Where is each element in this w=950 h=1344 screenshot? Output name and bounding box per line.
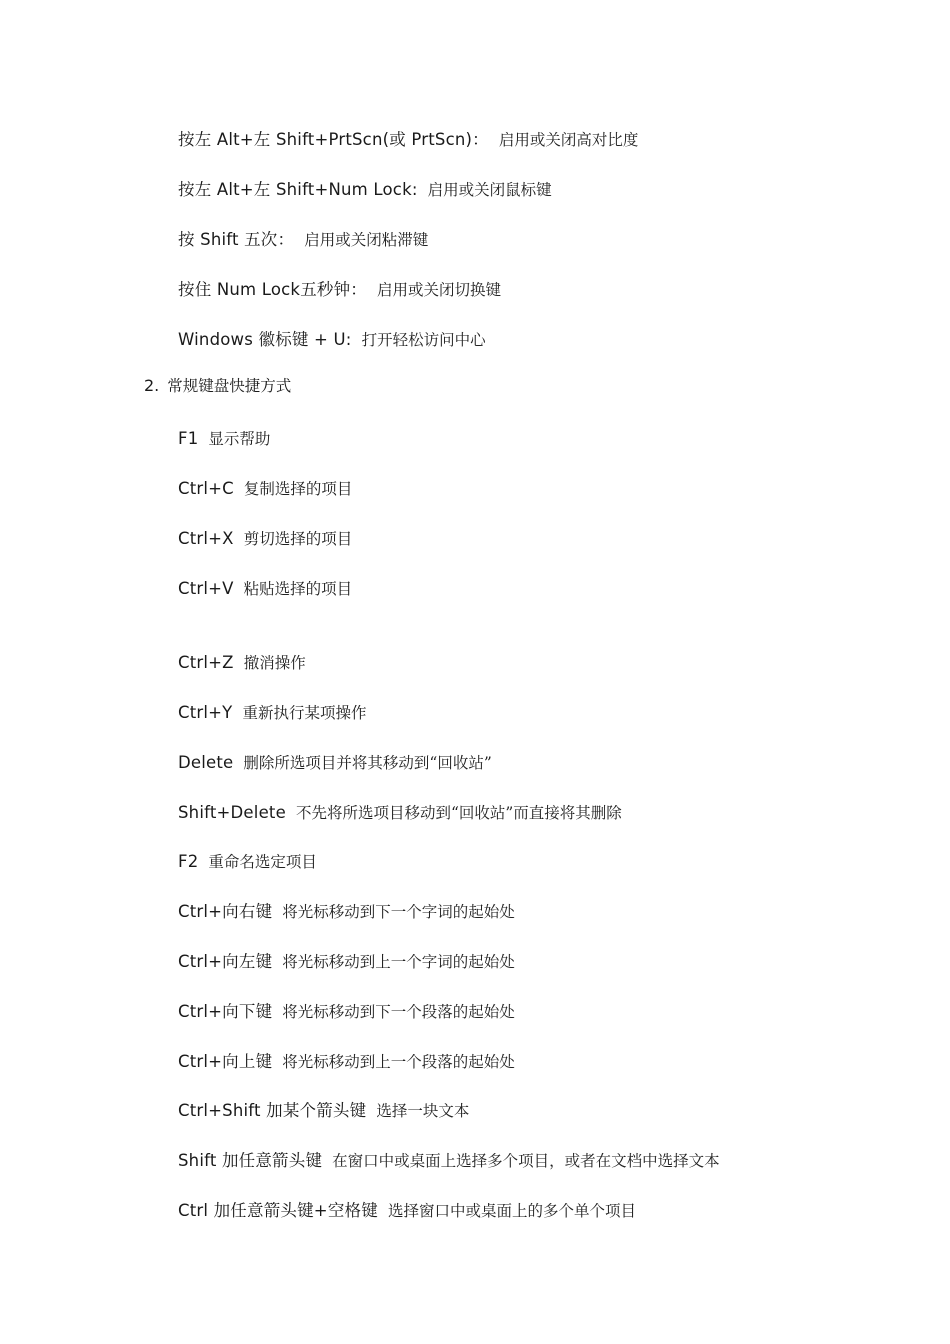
shortcut-desc: 将光标移动到下一个字词的起始处 xyxy=(282,903,515,921)
shortcut-desc: 粘贴选择的项目 xyxy=(243,580,353,598)
shortcut-line xyxy=(178,526,352,552)
section-title: 常规键盘快捷方式 xyxy=(167,377,292,395)
shortcut-line xyxy=(178,327,486,353)
shortcut-key: Ctrl+向下键 xyxy=(178,1002,273,1021)
shortcut-line xyxy=(178,1098,469,1124)
shortcut-desc: 启用或关闭高对比度 xyxy=(498,131,639,149)
shortcut-key: Ctrl+向右键 xyxy=(178,902,273,921)
section-heading xyxy=(144,373,291,399)
section-number: 2. xyxy=(144,376,160,395)
shortcut-key: Ctrl+Z xyxy=(178,653,234,672)
shortcut-desc: 重命名选定项目 xyxy=(208,853,317,871)
shortcut-line xyxy=(178,127,638,153)
shortcut-desc: 选择窗口中或桌面上的多个单个项目 xyxy=(387,1202,636,1220)
shortcut-desc: 将光标移动到上一个段落的起始处 xyxy=(282,1053,515,1071)
shortcut-line xyxy=(178,849,317,875)
shortcut-key: F2 xyxy=(178,852,199,871)
shortcut-desc: 显示帮助 xyxy=(208,430,271,448)
shortcut-key: Shift+Delete xyxy=(178,803,286,822)
shortcut-line xyxy=(178,177,552,203)
shortcut-key: Ctrl+Shift 加某个箭头键 xyxy=(178,1101,367,1120)
shortcut-key: Ctrl+V xyxy=(178,579,234,598)
shortcut-line xyxy=(178,1148,720,1174)
shortcut-line xyxy=(178,476,352,502)
shortcut-desc: 不先将所选项目移动到“回收站”而直接将其删除 xyxy=(295,804,622,822)
shortcut-key: Delete xyxy=(178,753,234,772)
shortcut-key: Ctrl+Y xyxy=(178,703,233,722)
shortcut-line xyxy=(178,227,428,253)
shortcut-key: Ctrl+C xyxy=(178,479,234,498)
shortcut-key: Ctrl+向上键 xyxy=(178,1052,273,1071)
shortcut-line xyxy=(178,426,270,452)
shortcut-line xyxy=(178,650,306,676)
shortcut-line xyxy=(178,277,501,303)
shortcut-desc: 删除所选项目并将其移动到“回收站” xyxy=(243,754,492,772)
shortcut-desc: 复制选择的项目 xyxy=(243,480,353,498)
shortcut-key: Ctrl+X xyxy=(178,529,234,548)
shortcut-line xyxy=(178,1198,636,1224)
shortcut-key: 按左 Alt+左 Shift+PrtScn(或 PrtScn)： xyxy=(178,130,489,149)
shortcut-key: Ctrl+向左键 xyxy=(178,952,273,971)
shortcut-line xyxy=(178,949,515,975)
shortcut-key: 按住 Num Lock五秒钟： xyxy=(178,280,367,299)
shortcut-line xyxy=(178,576,352,602)
shortcut-desc: 将光标移动到下一个段落的起始处 xyxy=(282,1003,515,1021)
shortcut-desc: 打开轻松访问中心 xyxy=(361,331,486,349)
shortcut-line xyxy=(178,750,492,776)
shortcut-line xyxy=(178,1049,515,1075)
shortcut-line xyxy=(178,899,515,925)
shortcut-desc: 重新执行某项操作 xyxy=(242,704,367,722)
shortcut-line xyxy=(178,999,515,1025)
shortcut-desc: 启用或关闭切换键 xyxy=(377,281,502,299)
shortcut-key: Windows 徽标键 + U: xyxy=(178,330,352,349)
shortcut-line xyxy=(178,800,622,826)
shortcut-desc: 剪切选择的项目 xyxy=(243,530,353,548)
shortcut-key: Shift 加任意箭头键 xyxy=(178,1151,323,1170)
shortcut-line xyxy=(178,700,366,726)
shortcut-key: 按 Shift 五次： xyxy=(178,230,295,249)
shortcut-desc: 撤消操作 xyxy=(243,654,306,672)
shortcut-desc: 启用或关闭鼠标键 xyxy=(427,181,552,199)
shortcut-key: Ctrl 加任意箭头键+空格键 xyxy=(178,1201,378,1220)
shortcut-desc: 启用或关闭粘滞键 xyxy=(304,231,429,249)
shortcut-desc: 将光标移动到上一个字词的起始处 xyxy=(282,953,515,971)
shortcut-key: 按左 Alt+左 Shift+Num Lock: xyxy=(178,180,418,199)
shortcut-desc: 在窗口中或桌面上选择多个项目，或者在文档中选择文本 xyxy=(332,1152,720,1170)
shortcut-key: F1 xyxy=(178,429,199,448)
shortcut-desc: 选择一块文本 xyxy=(376,1102,470,1120)
